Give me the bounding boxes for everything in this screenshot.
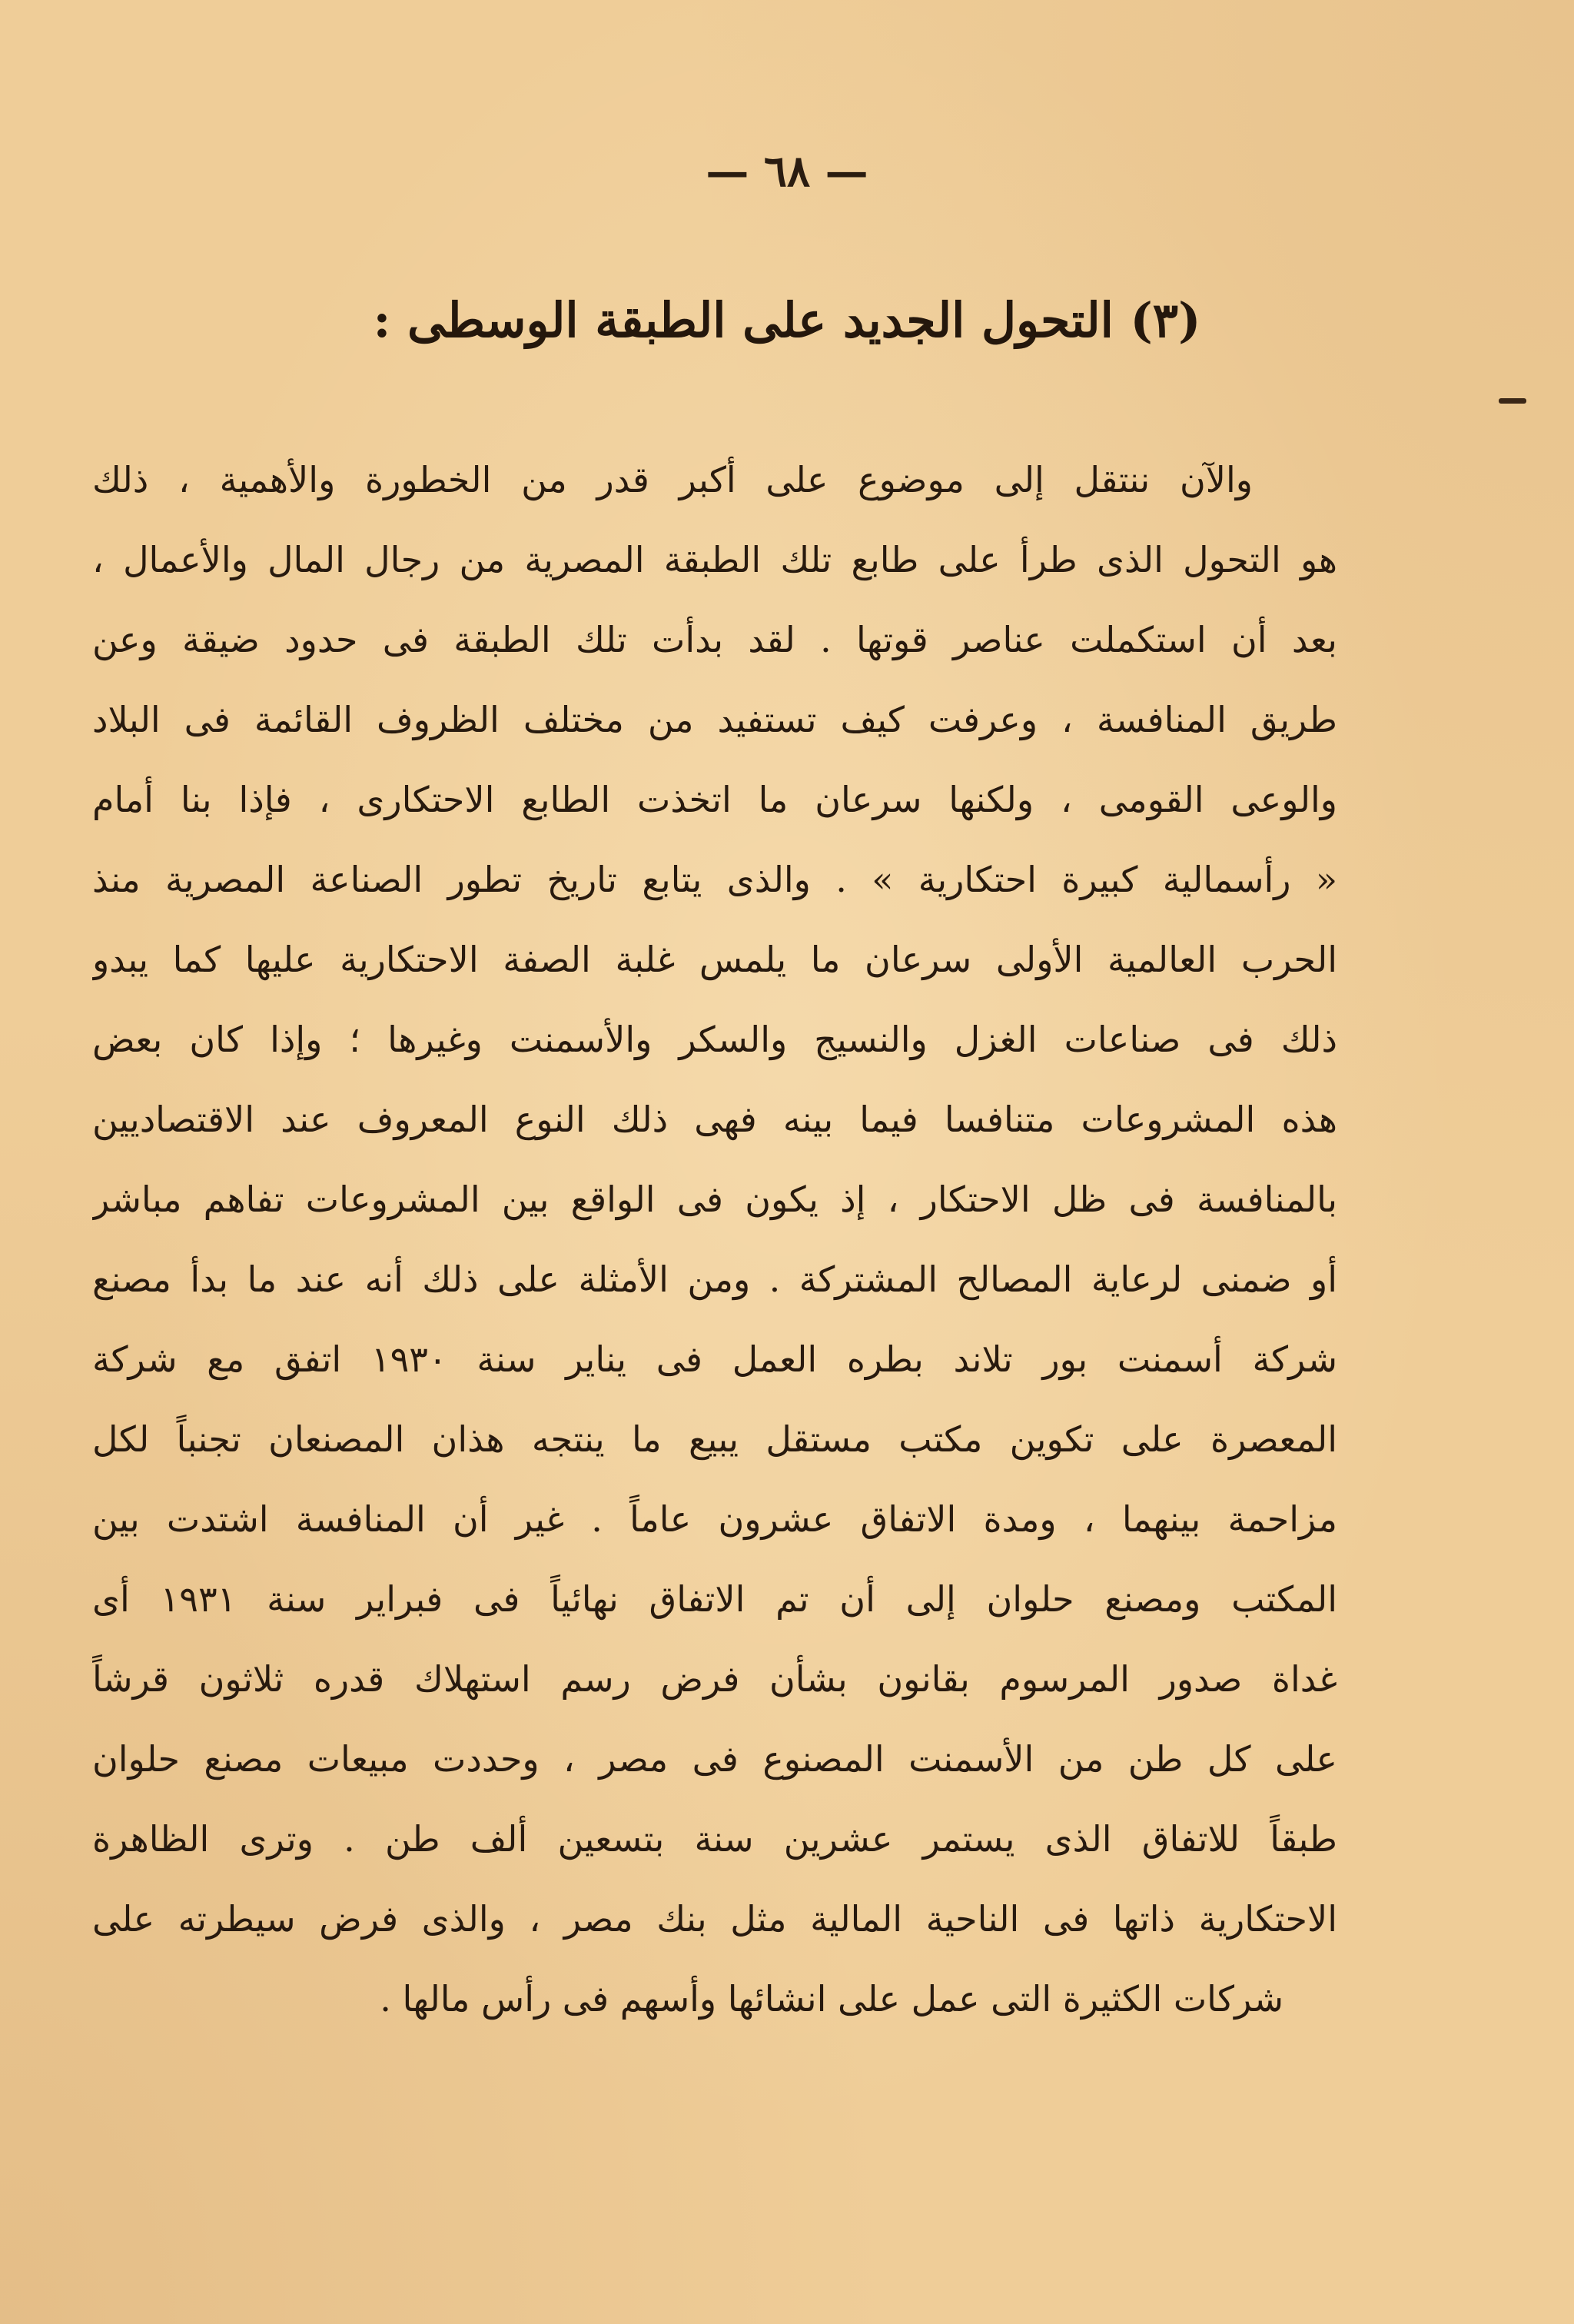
text-line: طبقاً للاتفاق الذى يستمر عشرين سنة بتسعين ألف طن . وترى الظاهرة	[92, 1818, 1337, 1860]
text-line: هذه المشروعات متنافسا فيما بينه فهى ذلك النوع المعروف عند الاقتصاديين	[92, 1099, 1337, 1140]
text-line: الاحتكارية ذاتها فى الناحية المالية مثل بنك مصر ، والذى فرض سيطرته على	[92, 1898, 1337, 1940]
text-line: بالمنافسة فى ظل الاحتكار ، إذ يكون فى الواقع بين المشروعات تفاهم مباشر	[92, 1179, 1337, 1220]
text-line: ذلك فى صناعات الغزل والنسيج والسكر والأسمنت وغيرها ؛ وإذا كان بعض	[92, 1019, 1337, 1060]
text-line: بعد أن استكملت عناصر قوتها . لقد بدأت تلك الطبقة فى حدود ضيقة وعن	[92, 619, 1337, 660]
page-number: — ٦٨ —	[706, 146, 868, 197]
body-text	[92, 440, 1337, 2039]
text-line: أو ضمنى لرعاية المصالح المشتركة . ومن الأمثلة على ذلك أنه عند ما بدأ مصنع	[92, 1258, 1337, 1300]
text-line: المعصرة على تكوين مكتب مستقل يبيع ما ينتجه هذان المصنعان تجنباً لكل	[92, 1418, 1337, 1460]
text-line: طريق المنافسة ، وعرفت كيف تستفيد من مختلف الظروف القائمة فى البلاد	[92, 699, 1337, 740]
section-heading: (٣) التحول الجديد على الطبقة الوسطى :	[373, 292, 1201, 348]
text-line: والآن ننتقل إلى موضوع على أكبر قدر من الخطورة والأهمية ، ذلك	[92, 459, 1253, 500]
text-line: والوعى القومى ، ولكنها سرعان ما اتخذت الطابع الاحتكارى ، فإذا بنا أمام	[92, 779, 1337, 820]
text-line: غداة صدور المرسوم بقانون بشأن فرض رسم استهلاك قدره ثلاثون قرشاً	[92, 1658, 1337, 1700]
text-line: الحرب العالمية الأولى سرعان ما يلمس غلبة الصفة الاحتكارية عليها كما يبدو	[92, 939, 1337, 980]
text-line: شركات الكثيرة التى عمل على انشائها وأسهم فى رأس مالها .	[380, 1978, 1283, 2020]
text-line: شركة أسمنت بور تلاند بطره العمل فى يناير سنة ١٩٣٠ اتفق مع شركة	[92, 1338, 1337, 1380]
text-line: هو التحول الذى طرأ على طابع تلك الطبقة المصرية من رجال المال والأعمال ،	[92, 539, 1337, 580]
text-line: « رأسمالية كبيرة احتكارية » . والذى يتابع تاريخ تطور الصناعة المصرية منذ	[92, 859, 1337, 900]
text-line: مزاحمة بينهما ، ومدة الاتفاق عشرون عاماً . غير أن المنافسة اشتدت بين	[92, 1498, 1337, 1540]
text-line: على كل طن من الأسمنت المصنوع فى مصر ، وحددت مبيعات مصنع حلوان	[92, 1738, 1337, 1780]
text-line: المكتب ومصنع حلوان إلى أن تم الاتفاق نهائياً فى فبراير سنة ١٩٣١ أى	[92, 1578, 1337, 1620]
margin-mark	[1499, 398, 1526, 404]
